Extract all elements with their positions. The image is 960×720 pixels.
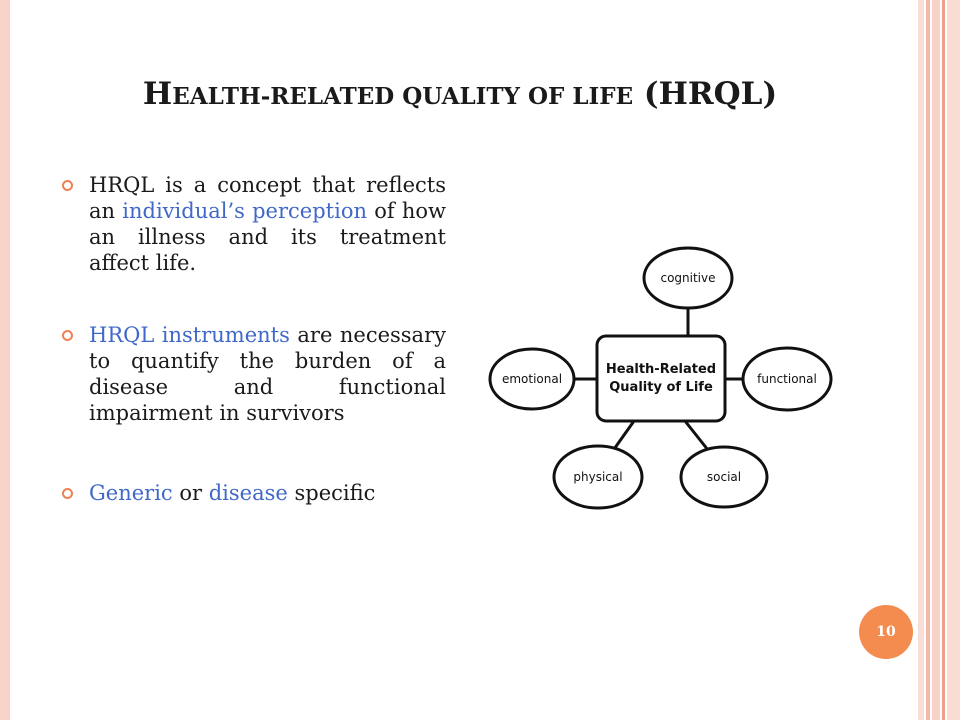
bullet-list <box>60 172 446 506</box>
slide-title <box>0 76 920 112</box>
node-label-physical: physical <box>573 470 623 484</box>
connector-social <box>685 421 708 450</box>
bullet-item <box>60 172 446 276</box>
bullet-text: HRQL is a concept that reflects an <box>89 173 446 223</box>
hrql-diagram <box>484 240 844 520</box>
center-box <box>597 336 725 421</box>
node-label-functional: functional <box>757 372 817 386</box>
slide-title-suffix: (HRQL) <box>633 76 778 112</box>
slide-frame-right <box>918 0 960 720</box>
node-label-emotional: emotional <box>501 372 563 386</box>
bullet-ring-icon <box>62 488 73 499</box>
center-label-line2: Quality of Life <box>609 380 713 395</box>
center-label-line1: Health-Related <box>605 362 717 377</box>
node-label-social: social <box>706 470 742 484</box>
bullet-ring-icon <box>62 180 73 191</box>
bullet-item <box>60 480 446 506</box>
bullet-item <box>60 322 446 426</box>
bullet-text: specific <box>287 481 376 505</box>
bullet-highlight-text: HRQL instruments <box>89 323 290 347</box>
slide-title-initial: H <box>142 76 173 112</box>
slide-title-smallcaps: EALTH-RELATED QUALITY OF LIFE <box>172 83 634 110</box>
node-label-cognitive: cognitive <box>660 271 716 285</box>
bullet-text: or <box>172 481 209 505</box>
bullet-text: are necessary to quantify the burden of a disease and functional impairment in survivors <box>89 323 446 425</box>
bullet-highlight-text: Generic <box>89 481 173 505</box>
bullet-text: of how an illness and its treatment affect life. <box>89 199 446 275</box>
bullet-highlight-text: individual’s perception <box>122 199 367 223</box>
bullet-ring-icon <box>62 330 73 341</box>
bullet-highlight-text: disease <box>208 481 288 505</box>
page-number-badge: 10 <box>859 605 913 659</box>
